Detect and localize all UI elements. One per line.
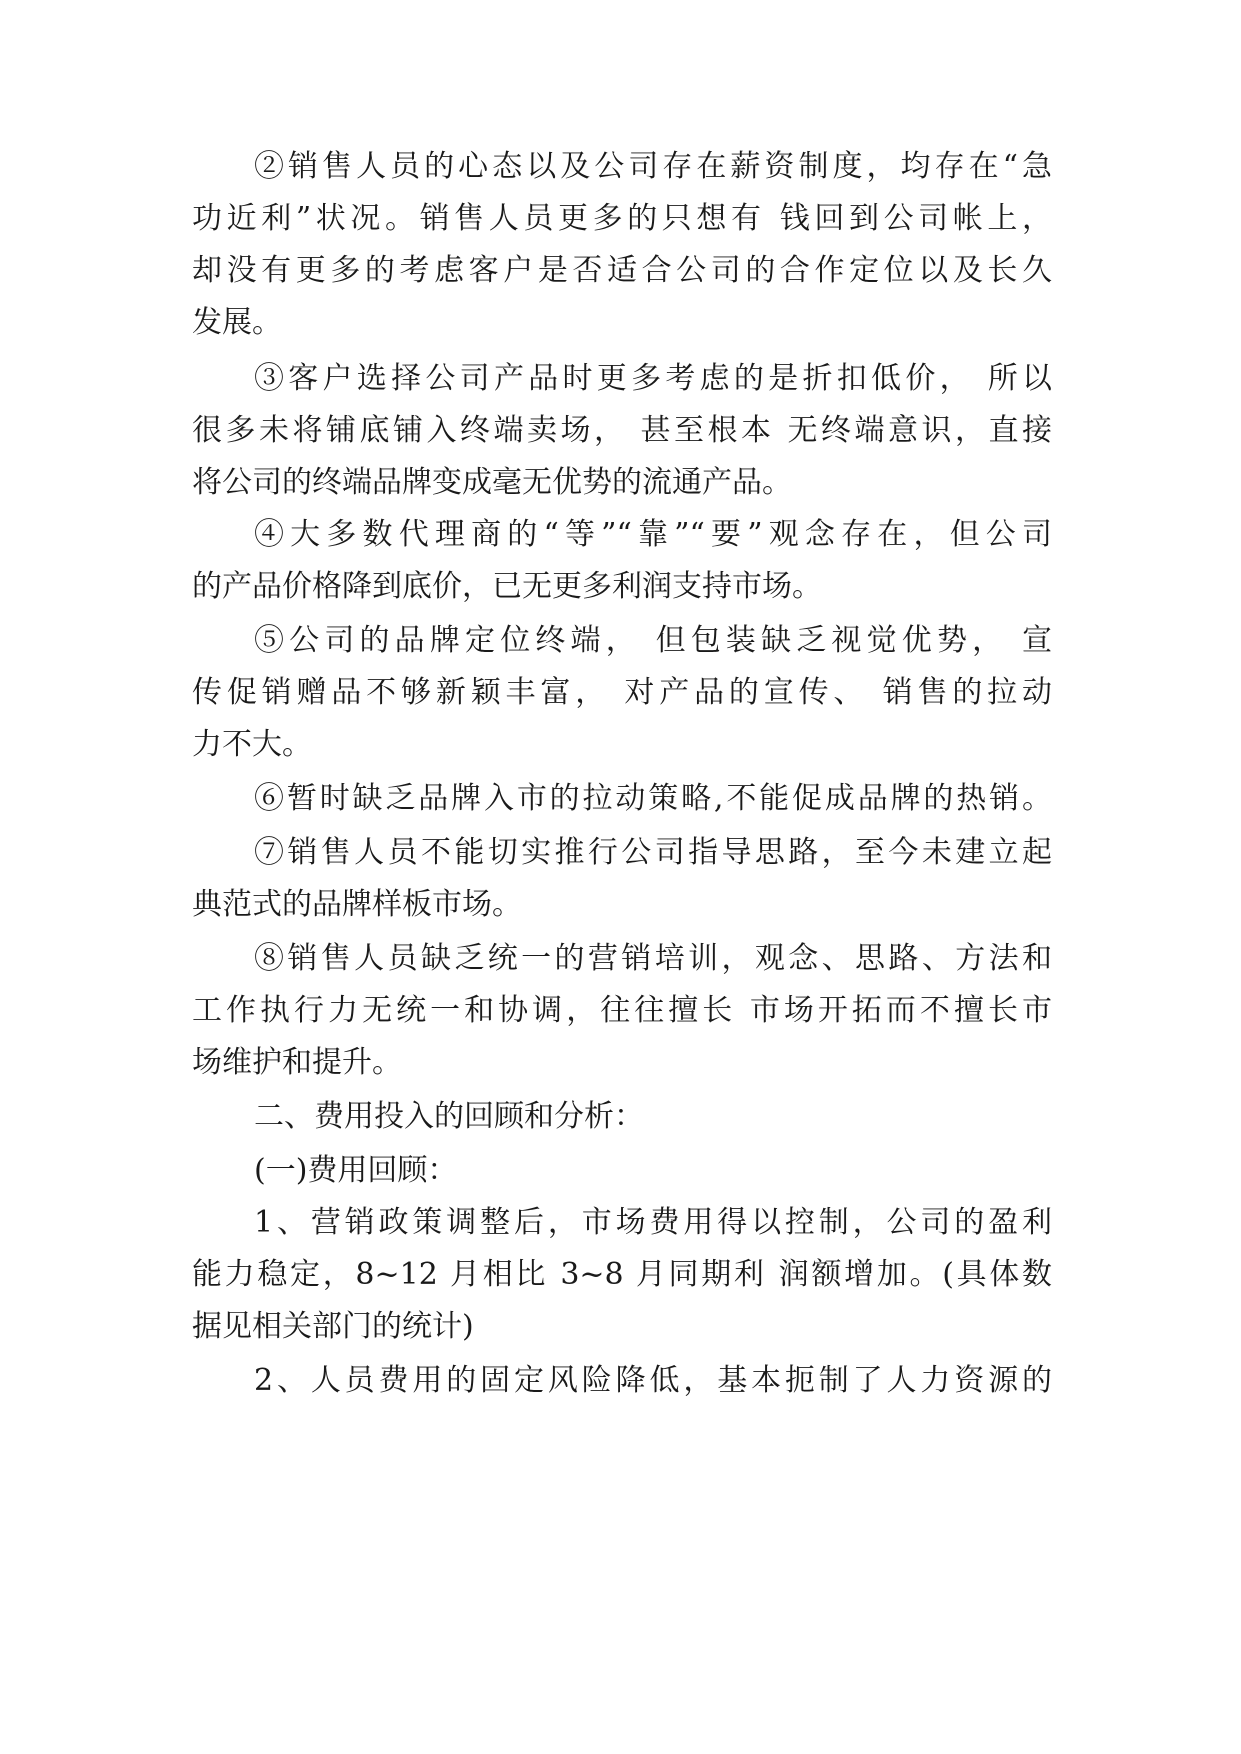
paragraph-line: 工作执行力无统一和协调，往往擅长 市场开拓而不擅长市 [192,993,1052,1028]
paragraph-line: 场维护和提升。 [192,1045,402,1080]
paragraph-line: 将公司的终端品牌变成毫无优势的流通产品。 [192,465,792,500]
subsection-heading: (一)费用回顾： [254,1153,458,1188]
paragraph-line: 据见相关部门的统计) [192,1309,474,1344]
paragraph-line: ②销售人员的心态以及公司存在薪资制度，均存在“急 [254,149,1052,184]
paragraph-line: 很多未将铺底铺入终端卖场， 甚至根本 无终端意识，直接 [192,413,1052,448]
paragraph-line: 典范式的品牌样板市场。 [192,887,522,922]
paragraph-line: 力不大。 [192,727,312,762]
paragraph-line: ⑥暂时缺乏品牌入市的拉动策略,不能促成品牌的热销。 [254,781,1052,816]
paragraph-line: 2、人员费用的固定风险降低，基本扼制了人力资源的 [254,1363,1052,1398]
paragraph-line: 功近利”状况。销售人员更多的只想有 钱回到公司帐上， [192,201,1052,236]
section-heading: 二、费用投入的回顾和分析： [254,1099,644,1134]
paragraph-line: 发展。 [192,305,282,340]
paragraph-line: ④大多数代理商的“等”“靠”“要”观念存在，但公司 [254,517,1052,552]
paragraph-line: 却没有更多的考虑客户是否适合公司的合作定位以及长久 [192,253,1052,288]
paragraph-line: 的产品价格降到底价，已无更多利润支持市场。 [192,569,822,604]
paragraph-line: ⑤公司的品牌定位终端， 但包装缺乏视觉优势， 宣 [254,623,1052,658]
paragraph-line: ③客户选择公司产品时更多考虑的是折扣低价， 所以 [254,361,1052,396]
paragraph-line: ⑦销售人员不能切实推行公司指导思路，至今未建立起 [254,835,1052,870]
paragraph-line: 传促销赠品不够新颖丰富， 对产品的宣传、 销售的拉动 [192,675,1052,710]
paragraph-line: 1、营销政策调整后，市场费用得以控制，公司的盈利 [254,1205,1052,1240]
paragraph-line: ⑧销售人员缺乏统一的营销培训，观念、思路、方法和 [254,941,1052,976]
paragraph-line: 能力稳定，8~12 月相比 3~8 月同期利 润额增加。(具体数 [192,1257,1052,1292]
